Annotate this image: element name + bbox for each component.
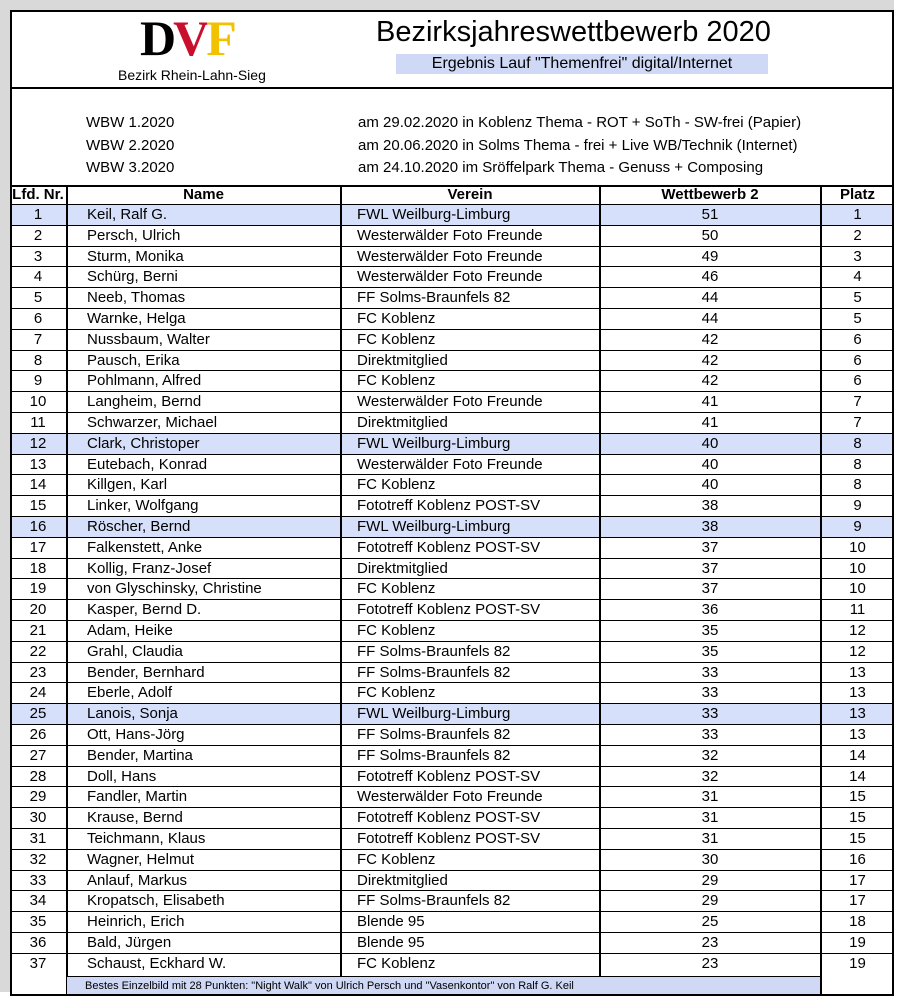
dvf-logo: DVF	[140, 10, 234, 66]
table-row	[10, 454, 894, 475]
row-nr: 2	[33, 226, 43, 244]
row-nr: 23	[29, 663, 47, 681]
row-platz: 8	[853, 476, 862, 494]
table-row	[10, 350, 894, 371]
row-verein: FF Solms-Braunfels 82	[357, 663, 511, 681]
row-verein: Westerwälder Foto Freunde	[357, 455, 543, 473]
table-row	[10, 225, 894, 246]
row-score: 41	[701, 393, 719, 411]
row-name: Adam, Heike	[87, 622, 173, 639]
row-score: 44	[701, 289, 719, 307]
page-subtitle: Ergebnis Lauf "Themenfrei" digital/Internet	[396, 54, 768, 74]
competition-list	[10, 89, 894, 187]
row-platz: 15	[849, 809, 866, 827]
row-name: Teichmann, Klaus	[87, 830, 206, 847]
row-score: 37	[701, 580, 719, 598]
row-nr: 7	[33, 330, 43, 348]
row-platz: 18	[849, 913, 866, 931]
row-name: Kasper, Bernd D.	[87, 601, 202, 619]
row-platz: 7	[853, 393, 862, 411]
row-name: Kollig, Franz-Josef	[87, 559, 212, 577]
table-row	[10, 911, 894, 932]
row-score: 31	[701, 830, 719, 847]
table-row	[10, 932, 894, 953]
row-platz: 17	[849, 892, 866, 910]
header-wb: Wettbewerb 2	[661, 186, 759, 203]
table-row	[10, 391, 894, 412]
row-nr: 27	[29, 746, 47, 764]
competition-desc: am 29.02.2020 in Koblenz Thema - ROT + SoTh - SW-frei (Papier)	[358, 114, 802, 131]
row-name: Ott, Hans-Jörg	[87, 726, 185, 743]
row-nr: 19	[29, 580, 47, 598]
competition-name: WBW 3.2020	[86, 159, 175, 176]
row-score: 33	[600, 704, 820, 724]
row-score: 46	[701, 268, 719, 286]
row-score: 40	[701, 476, 719, 494]
competition-item	[10, 137, 894, 159]
row-platz: 14	[849, 767, 866, 785]
row-name: Röscher, Bernd	[67, 517, 340, 537]
table-row	[10, 204, 894, 225]
row-score: 49	[701, 247, 719, 265]
logo-subtitle: Bezirk Rhein-Lahn-Sieg	[118, 67, 266, 83]
header-verein: Verein	[447, 186, 493, 203]
row-name: Schaust, Eckhard W.	[87, 954, 227, 972]
row-nr: 14	[29, 476, 47, 494]
row-verein: Westerwälder Foto Freunde	[357, 788, 543, 806]
bottom-rule	[10, 994, 894, 996]
competition-desc: am 24.10.2020 im Sröffelpark Thema - Genuss + Composing	[358, 159, 764, 176]
col-divider	[820, 186, 822, 994]
row-nr: 18	[29, 559, 47, 577]
row-name: Killgen, Karl	[87, 476, 168, 494]
table-row	[10, 308, 894, 329]
row-nr: 35	[29, 913, 47, 931]
row-verein: FWL Weilburg-Limburg	[341, 517, 599, 537]
row-platz: 12	[849, 622, 866, 639]
row-verein: Westerwälder Foto Freunde	[357, 268, 543, 286]
table-row	[10, 433, 894, 454]
row-name: Eutebach, Konrad	[87, 455, 208, 473]
table-row	[10, 246, 894, 267]
row-name: Warnke, Helga	[87, 310, 186, 327]
row-nr: 34	[29, 892, 47, 910]
row-nr: 32	[29, 850, 47, 868]
row-verein: Westerwälder Foto Freunde	[357, 247, 543, 265]
row-nr: 13	[29, 455, 47, 473]
row-platz: 15	[849, 830, 866, 847]
row-platz: 10	[849, 580, 866, 598]
row-score: 35	[701, 622, 719, 639]
table-row	[10, 370, 894, 391]
row-platz: 1	[821, 205, 894, 225]
row-verein: FWL Weilburg-Limburg	[341, 434, 599, 454]
row-name: Fandler, Martin	[87, 788, 188, 806]
row-name: Neeb, Thomas	[87, 289, 186, 307]
table-row	[10, 703, 894, 724]
table-row	[10, 599, 894, 620]
row-platz: 4	[853, 268, 862, 286]
competition-item	[10, 114, 894, 136]
row-verein: FF Solms-Braunfels 82	[357, 289, 511, 307]
row-verein: FC Koblenz	[357, 476, 436, 494]
row-platz: 13	[849, 726, 866, 743]
row-nr: 20	[29, 601, 47, 619]
competition-desc: am 20.06.2020 in Solms Thema - frei + Live WB/Technik (Internet)	[358, 137, 798, 154]
table-row	[10, 516, 894, 537]
row-nr: 28	[29, 767, 47, 785]
page-title: Bezirksjahreswettbewerb 2020	[376, 16, 771, 48]
table-row	[10, 641, 894, 662]
row-platz: 13	[849, 663, 866, 681]
row-nr: 26	[29, 726, 47, 743]
row-verein: Fototreff Koblenz POST-SV	[357, 809, 541, 827]
row-platz: 13	[821, 704, 894, 724]
header-platz: Platz	[839, 186, 875, 203]
row-platz: 11	[849, 601, 866, 619]
row-platz: 9	[853, 497, 862, 515]
row-platz: 17	[849, 871, 866, 889]
table-row	[10, 495, 894, 516]
row-verein: Fototreff Koblenz POST-SV	[357, 767, 541, 785]
row-platz: 7	[853, 414, 862, 431]
row-verein: Westerwälder Foto Freunde	[357, 226, 543, 244]
table-row	[10, 745, 894, 766]
table-row	[10, 890, 894, 911]
row-score: 29	[701, 892, 719, 910]
table-row	[10, 537, 894, 558]
row-name: Kropatsch, Elisabeth	[87, 892, 225, 910]
row-verein: Blende 95	[357, 913, 425, 931]
footer-note: Bestes Einzelbild mit 28 Punkten: "Night Walk" von Ulrich Persch und "Vasenkontor" von Ralf G. Keil	[67, 976, 820, 994]
competition-name: WBW 2.2020	[86, 137, 175, 154]
row-nr: 1	[10, 205, 66, 225]
competition-name: WBW 1.2020	[86, 114, 175, 131]
row-score: 33	[701, 663, 719, 681]
row-nr: 24	[29, 684, 47, 702]
row-score: 36	[701, 601, 719, 619]
table-row	[10, 786, 894, 807]
row-score: 51	[600, 205, 820, 225]
row-nr: 6	[33, 310, 43, 327]
row-verein: FC Koblenz	[357, 580, 436, 598]
row-score: 41	[701, 414, 719, 431]
row-score: 23	[701, 934, 719, 951]
row-nr: 10	[29, 393, 47, 411]
row-name: Schwarzer, Michael	[87, 414, 218, 431]
row-name: Bald, Jürgen	[87, 934, 172, 951]
row-name: Doll, Hans	[87, 767, 157, 785]
table-row	[10, 682, 894, 703]
row-name: Lanois, Sonja	[67, 704, 340, 724]
row-platz: 16	[849, 850, 866, 868]
row-name: Nussbaum, Walter	[87, 330, 210, 348]
row-platz: 8	[853, 455, 862, 473]
table-row	[10, 266, 894, 287]
row-platz: 9	[821, 517, 894, 537]
row-score: 40	[600, 434, 820, 454]
row-score: 31	[701, 788, 719, 806]
col-divider	[66, 186, 68, 994]
row-score: 38	[701, 497, 719, 515]
row-platz: 6	[853, 330, 862, 348]
row-score: 42	[701, 330, 719, 348]
row-platz: 8	[821, 434, 894, 454]
competition-item	[10, 159, 894, 181]
row-nr: 29	[29, 788, 47, 806]
table-row	[10, 474, 894, 495]
row-platz: 10	[849, 559, 866, 577]
table-row	[10, 620, 894, 641]
row-name: Pausch, Erika	[87, 351, 180, 369]
row-score: 31	[701, 809, 719, 827]
table-row	[10, 828, 894, 849]
row-nr: 12	[10, 434, 66, 454]
result-sheet	[10, 10, 894, 996]
row-name: Langheim, Bernd	[87, 393, 202, 411]
row-verein: FC Koblenz	[357, 330, 436, 348]
row-nr: 36	[29, 934, 47, 951]
row-verein: FF Solms-Braunfels 82	[357, 642, 511, 660]
row-verein: Fototreff Koblenz POST-SV	[357, 830, 541, 847]
row-score: 33	[701, 726, 719, 743]
row-name: Heinrich, Erich	[87, 913, 185, 931]
row-score: 29	[701, 871, 719, 889]
row-verein: FWL Weilburg-Limburg	[341, 704, 599, 724]
row-score: 32	[701, 746, 719, 764]
row-nr: 33	[29, 871, 47, 889]
table-row	[10, 412, 894, 433]
row-verein: Direktmitglied	[357, 871, 448, 889]
row-name: Wagner, Helmut	[87, 850, 194, 868]
row-platz: 5	[853, 310, 862, 327]
row-platz: 6	[853, 372, 862, 390]
row-verein: Fototreff Koblenz POST-SV	[357, 538, 541, 556]
row-name: Falkenstett, Anke	[87, 538, 203, 556]
table-row	[10, 953, 894, 974]
table-row	[10, 578, 894, 599]
row-nr: 30	[29, 809, 47, 827]
row-verein: Direktmitglied	[357, 559, 448, 577]
row-verein: Westerwälder Foto Freunde	[357, 393, 543, 411]
row-platz: 6	[853, 351, 862, 369]
row-nr: 11	[30, 414, 46, 431]
table-row	[10, 558, 894, 579]
row-platz: 19	[849, 954, 866, 972]
table-row	[10, 807, 894, 828]
row-verein: FWL Weilburg-Limburg	[341, 205, 599, 225]
row-name: Persch, Ulrich	[87, 226, 181, 244]
row-name: Bender, Bernhard	[87, 663, 205, 681]
row-platz: 13	[849, 684, 866, 702]
header-nr: Lfd. Nr.	[12, 186, 64, 203]
row-nr: 9	[33, 372, 43, 390]
table-row	[10, 849, 894, 870]
row-name: Anlauf, Markus	[87, 871, 188, 889]
row-verein: FC Koblenz	[357, 684, 436, 702]
table-row	[10, 329, 894, 350]
row-verein: FC Koblenz	[357, 310, 436, 327]
row-verein: Fototreff Koblenz POST-SV	[357, 601, 541, 619]
row-score: 23	[701, 954, 719, 972]
row-nr: 4	[33, 268, 43, 286]
row-name: Pohlmann, Alfred	[87, 372, 202, 390]
table-row	[10, 287, 894, 308]
row-score: 37	[701, 538, 719, 556]
row-score: 42	[701, 351, 719, 369]
header	[10, 10, 894, 89]
row-name: Linker, Wolfgang	[87, 497, 199, 515]
table-row	[10, 870, 894, 891]
row-verein: FC Koblenz	[357, 372, 436, 390]
row-name: von Glyschinsky, Christine	[87, 580, 262, 598]
row-nr: 37	[29, 954, 47, 972]
row-platz: 15	[849, 788, 866, 806]
row-nr: 5	[33, 289, 43, 307]
row-verein: Direktmitglied	[357, 414, 448, 431]
row-nr: 8	[33, 351, 43, 369]
row-score: 50	[701, 226, 719, 244]
row-platz: 19	[849, 934, 866, 951]
table-row	[10, 724, 894, 745]
col-divider	[340, 186, 342, 976]
row-score: 35	[701, 642, 719, 660]
row-verein: FF Solms-Braunfels 82	[357, 726, 511, 743]
row-platz: 2	[853, 226, 862, 244]
row-platz: 12	[849, 642, 866, 660]
row-name: Schürg, Berni	[87, 268, 178, 286]
row-nr: 25	[10, 704, 66, 724]
row-name: Eberle, Adolf	[87, 684, 173, 702]
row-nr: 15	[29, 497, 47, 515]
row-score: 44	[701, 310, 719, 327]
row-verein: FC Koblenz	[357, 850, 436, 868]
row-verein: FF Solms-Braunfels 82	[357, 746, 511, 764]
row-name: Grahl, Claudia	[87, 642, 183, 660]
row-name: Clark, Christoper	[67, 434, 340, 454]
row-name: Sturm, Monika	[87, 247, 184, 265]
row-score: 33	[701, 684, 719, 702]
row-nr: 21	[29, 622, 47, 639]
row-verein: Fototreff Koblenz POST-SV	[357, 497, 541, 515]
col-divider	[599, 186, 601, 976]
row-platz: 5	[853, 289, 862, 307]
row-name: Bender, Martina	[87, 746, 193, 764]
row-nr: 16	[10, 517, 66, 537]
row-verein: Blende 95	[357, 934, 425, 951]
table-row	[10, 766, 894, 787]
row-platz: 3	[853, 247, 862, 265]
row-score: 40	[701, 455, 719, 473]
row-score: 37	[701, 559, 719, 577]
row-name: Krause, Bernd	[87, 809, 183, 827]
row-verein: FC Koblenz	[357, 622, 436, 639]
row-platz: 14	[849, 746, 866, 764]
row-nr: 31	[29, 830, 47, 847]
row-nr: 17	[29, 538, 47, 556]
header-name: Name	[183, 186, 224, 203]
table-row	[10, 662, 894, 683]
row-score: 30	[701, 850, 719, 868]
row-nr: 3	[33, 247, 43, 265]
row-score: 25	[701, 913, 719, 931]
row-score: 32	[701, 767, 719, 785]
row-verein: Direktmitglied	[357, 351, 448, 369]
row-nr: 22	[29, 642, 47, 660]
row-verein: FC Koblenz	[357, 954, 436, 972]
row-name: Keil, Ralf G.	[67, 205, 340, 225]
row-platz: 10	[849, 538, 866, 556]
row-verein: FF Solms-Braunfels 82	[357, 892, 511, 910]
row-score: 42	[701, 372, 719, 390]
row-score: 38	[600, 517, 820, 537]
